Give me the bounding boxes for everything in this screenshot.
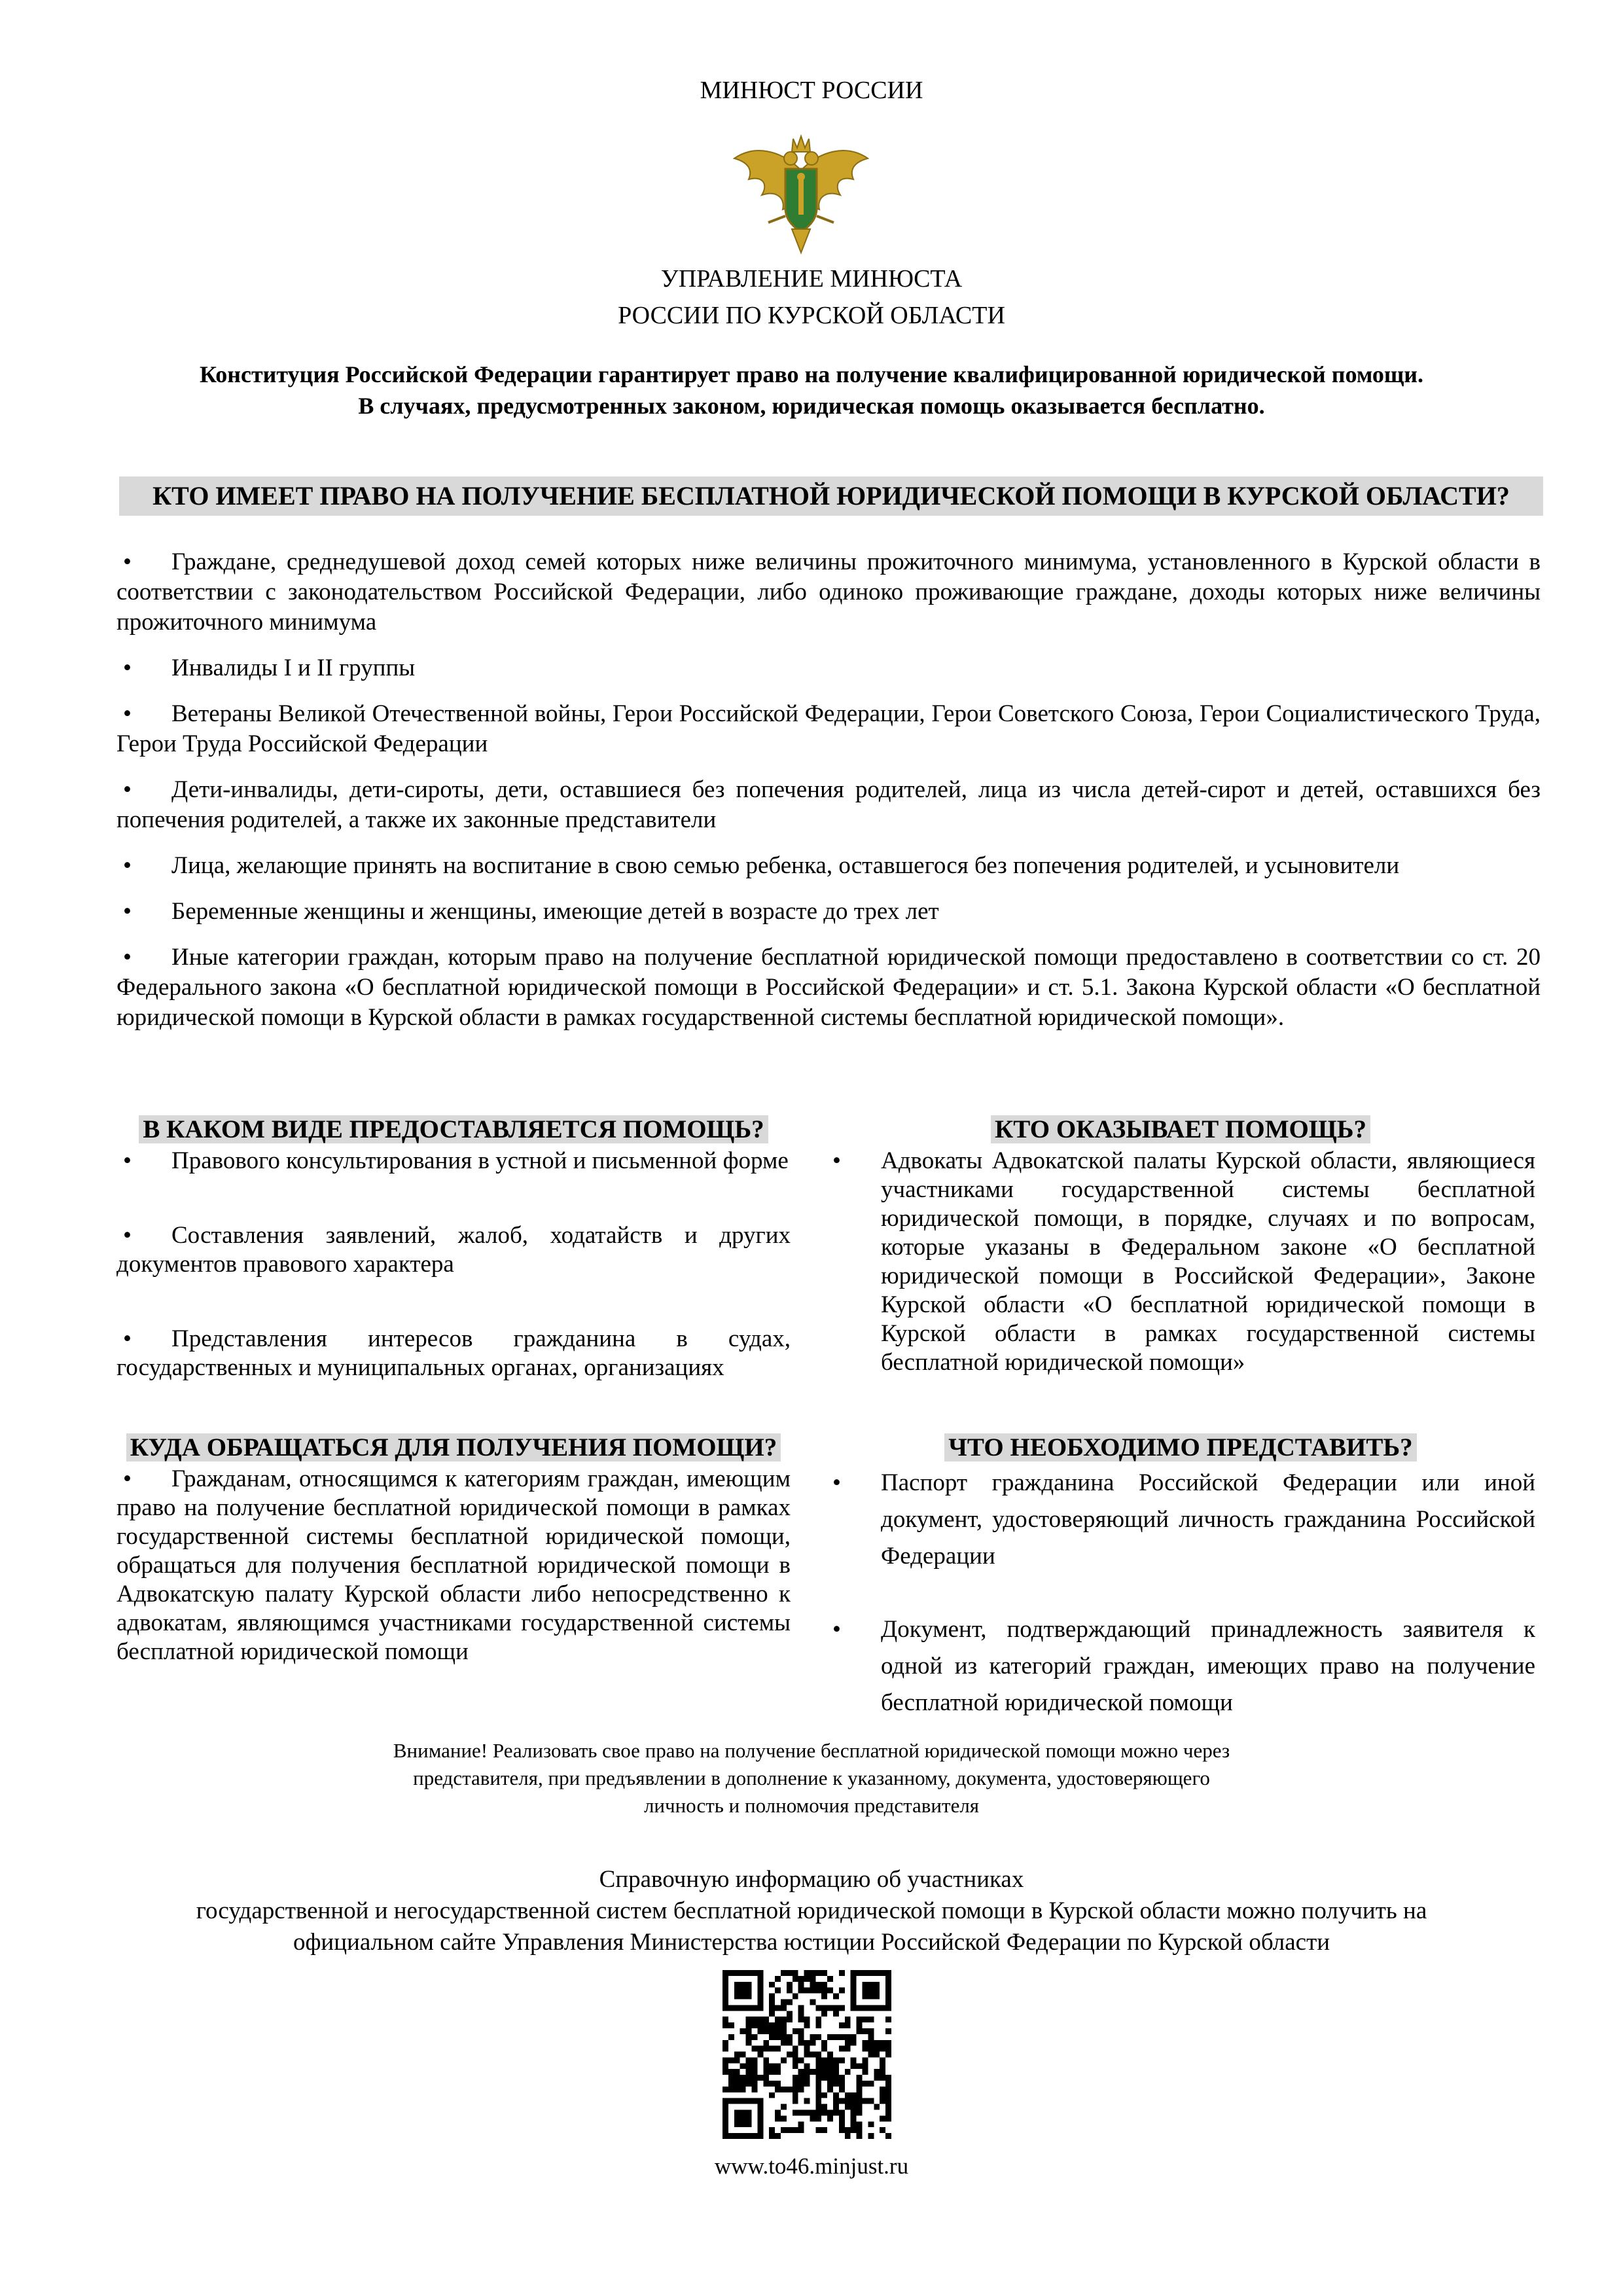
department-line-1: УПРАВЛЕНИЕ МИНЮСТА xyxy=(660,265,963,293)
who-eligible-heading: КТО ИМЕЕТ ПРАВО НА ПОЛУЧЕНИЕ БЕСПЛАТНОЙ ЮРИДИЧЕСКОЙ ПОМОЩИ В КУРСКОЙ ОБЛАСТИ? xyxy=(119,476,1543,516)
ministry-title: МИНЮСТ РОССИИ xyxy=(700,77,923,104)
list-item: • Документ, подтверждающий принадлежность заявителя к одной из категорий граждан, имеющих право на получение бесплатной юридической помощи xyxy=(826,1611,1535,1721)
bullet-icon: • xyxy=(123,1465,132,1492)
list-item: • Лица, желающие принять на воспитание в свою семью ребенка, оставшегося без попечения родителей, и усыновители xyxy=(116,851,1541,881)
bullet-icon: • xyxy=(123,898,132,925)
notice-line-1: Внимание! Реализовать свое право на получение бесплатной юридической помощи можно через xyxy=(393,1739,1230,1762)
list-item: • Иные категории граждан, которым право на получение бесплатной юридической помощи предоставлено в соответствии со ст. 20 Федерального закона «О бесплатной юридической помощи в Российской Федерации» и ст. 5.1. Закона Курской области «О бесплатной юридической помощи в Курской области в рамках государственной системы бесплатной юридической помощи». xyxy=(116,944,1541,1031)
intro-line-2: В случаях, предусмотренных законом, юридическая помощь оказывается бесплатно. xyxy=(358,393,1265,419)
intro-line-1: Конституция Российской Федерации гарантирует право на получение квалифицированной юридической помощи. xyxy=(199,361,1424,387)
what-to-submit-heading: ЧТО НЕОБХОДИМО ПРЕДСТАВИТЬ? xyxy=(826,1431,1535,1465)
notice-line-2: представителя, при предъявлении в дополнение к указанному, документа, удостоверяющего xyxy=(413,1767,1210,1789)
where-to-apply-section xyxy=(116,1431,791,1666)
bullet-icon: • xyxy=(123,655,132,681)
list-item: • Правового консультирования в устной и письменной форме xyxy=(116,1147,791,1175)
reference-line-2: государственной и негосударственной систем бесплатной юридической помощи в Курской области можно получить на xyxy=(196,1897,1427,1924)
ministry-emblem-icon xyxy=(722,124,880,255)
department-line-2: РОССИИ ПО КУРСКОЙ ОБЛАСТИ xyxy=(618,302,1005,329)
bullet-icon: • xyxy=(123,852,132,879)
list-item: • Представления интересов гражданина в судах, государственных и муниципальных органах, организациях xyxy=(116,1325,791,1381)
list-item: • Беременные женщины и женщины, имеющие детей в возрасте до трех лет xyxy=(116,897,1541,927)
bullet-icon: • xyxy=(832,1469,841,1496)
list-item: • Дети-инвалиды, дети-сироты, дети, оставшиеся без попечения родителей, лица из числа детей-сирот и детей, оставшихся без попечения родителей, а также их законные представители xyxy=(116,776,1541,833)
constitution-intro xyxy=(79,359,1544,422)
website-url[interactable]: www.to46.minjust.ru xyxy=(714,2153,909,2179)
notice-line-3: личность и полномочия представителя xyxy=(643,1794,980,1817)
bullet-icon: • xyxy=(123,700,132,727)
what-to-submit-section xyxy=(826,1431,1535,1721)
bullet-icon: • xyxy=(832,1616,841,1643)
reference-line-3: официальном сайте Управления Министерства юстиции Российской Федерации по Курской области xyxy=(293,1929,1330,1956)
list-item: • Инвалиды I и II группы xyxy=(116,653,1541,683)
representative-notice xyxy=(0,1737,1623,1820)
bullet-icon: • xyxy=(123,1147,132,1174)
where-to-apply-heading: КУДА ОБРАЩАТЬСЯ ДЛЯ ПОЛУЧЕНИЯ ПОМОЩИ? xyxy=(116,1431,791,1465)
bullet-icon: • xyxy=(123,548,132,575)
what-kind-list xyxy=(116,1147,791,1382)
list-item: • Адвокаты Адвокатской палаты Курской области, являющиеся участниками государственной системы бесплатной юридической помощи, в порядке, случаях и по вопросам, которые указаны в Федеральном законе «О бесплатной юридической помощи в Российской Федерации», Законе Курской области «О бесплатной юридической помощи в Курской области в рамках государственной системы бесплатной юридической помощи» xyxy=(826,1147,1535,1377)
what-kind-heading: В КАКОМ ВИДЕ ПРЕДОСТАВЛЯЕТСЯ ПОМОЩЬ? xyxy=(116,1113,791,1147)
reference-line-1: Справочную информацию об участниках xyxy=(599,1866,1024,1893)
eligible-list xyxy=(116,547,1541,1049)
qr-code-icon[interactable] xyxy=(722,1970,891,2139)
bullet-icon: • xyxy=(123,776,132,803)
list-item: • Составления заявлений, жалоб, ходатайств и других документов правового характера xyxy=(116,1222,791,1278)
department-title xyxy=(0,260,1623,334)
bullet-icon: • xyxy=(832,1147,841,1174)
list-item: • Паспорт гражданина Российской Федерации или иной документ, удостоверяющий личность гражданина Российской Федерации xyxy=(826,1465,1535,1575)
what-to-submit-list xyxy=(826,1465,1535,1721)
list-item: • Граждане, среднедушевой доход семей которых ниже величины прожиточного минимума, установленного в Курской области в соответствии с законодательством Российской Федерации, либо одиноко проживающие граждане, доходы которых ниже величины прожиточного минимума xyxy=(116,548,1541,636)
reference-info xyxy=(105,1864,1518,1958)
bullet-icon: • xyxy=(123,944,132,971)
who-provides-heading: КТО ОКАЗЫВАЕТ ПОМОЩЬ? xyxy=(826,1113,1535,1147)
bullet-icon: • xyxy=(123,1325,132,1352)
where-to-apply-list xyxy=(116,1465,791,1666)
who-provides-section xyxy=(826,1113,1535,1377)
who-provides-list xyxy=(826,1147,1535,1377)
bullet-icon: • xyxy=(123,1222,132,1249)
what-kind-section xyxy=(116,1113,791,1382)
list-item: • Гражданам, относящимся к категориям граждан, имеющим право на получение бесплатной юридической помощи в рамках государственной системы бесплатной юридической помощи, обращаться для получения бесплатной юридической помощи в Адвокатскую палату Курской области либо непосредственно к адвокатам, являющимся участниками государственной системы бесплатной юридической помощи xyxy=(116,1465,791,1665)
list-item: • Ветераны Великой Отечественной войны, Герои Российской Федерации, Герои Советского Союза, Герои Социалистического Труда, Герои Труда Российской Федерации xyxy=(116,700,1541,757)
